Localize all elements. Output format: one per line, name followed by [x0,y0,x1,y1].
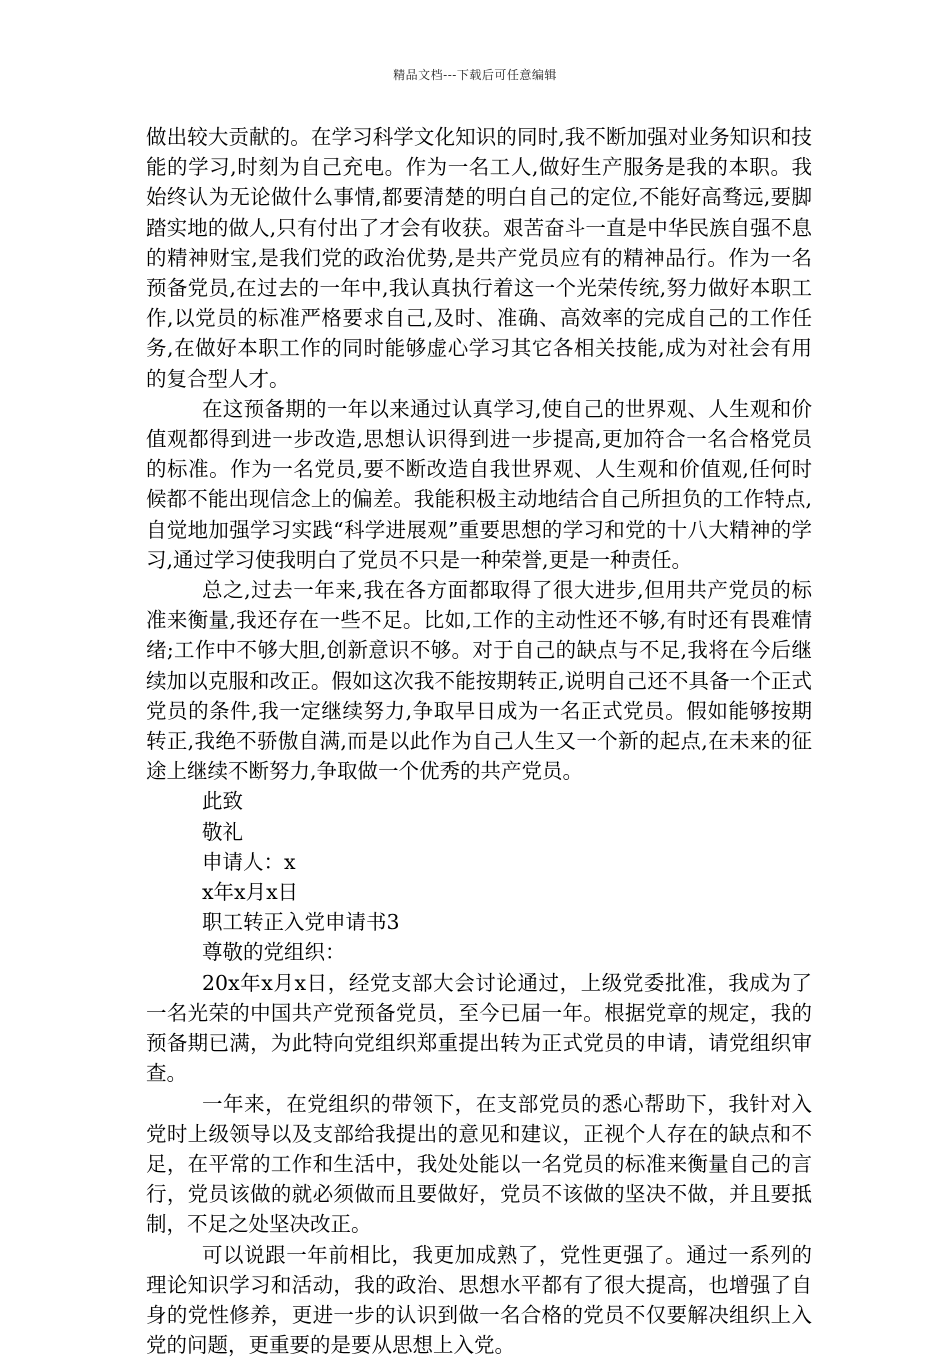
paragraph-6: 可以说跟一年前相比，我更加成熟了，党性更强了。通过一系列的理论知识学习和活动，我的政治、思想水平都有了很大提高，也增强了自身的党性修养，更进一步的认识到做一名合格的党员不仅要解决组织上入党的问题，更重要的是要从思想上入党。 [146,1242,812,1358]
paragraph-5: 一年来，在党组织的带领下，在支部党员的悉心帮助下，我针对入党时上级领导以及支部给我提出的意见和建议，正视个人存在的缺点和不足，在平常的工作和生活中，我处处能以一名党员的标准来衡量自己的言行，党员该做的就必须做而且要做好，党员不该做的坚决不做，并且要抵制，不足之处坚决改正。 [146,1091,812,1237]
paragraph-4: 20x年x月x日，经党支部大会讨论通过，上级党委批准，我成为了一名光荣的中国共产党预备党员，至今已届一年。根据党章的规定，我的预备期已满，为此特向党组织郑重提出转为正式党员的申请，请党组织审查。 [146,970,812,1086]
document-title: 职工转正入党申请书3 [202,910,400,935]
page-header: 精品文档---下载后可任意编辑 [393,68,557,82]
paragraph-2: 在这预备期的一年以来通过认真学习,使自己的世界观、人生观和价值观都得到进一步改造,思想认识得到进一步提高,更加符合一名合格党员的标准。作为一名党员,要不断改造自我世界观、人生观和价值观,任何时候都不能出现信念上的偏差。我能积极主动地结合自己所担负的工作特点,自觉地加强学习实践“科学进展观”重要思想的学习和党的十八大精神的学习,通过学习使我明白了党员不只是一种荣誉,更是一种责任。 [146,396,812,572]
paragraph-3: 总之,过去一年来,我在各方面都取得了很大进步,但用共产党员的标准来衡量,我还存在一些不足。比如,工作的主动性还不够,有时还有畏难情绪;工作中不够大胆,创新意识不够。对于自己的缺点与不足,我将在今后继续加以克服和改正。假如这次我不能按期转正,说明自己还不具备一个正式党员的条件,我一定继续努力,争取早日成为一名正式党员。假如能够按期转正,我绝不骄傲自满,而是以此作为自己人生又一个新的起点,在未来的征途上继续不断努力,争取做一个优秀的共产党员。 [146,578,812,784]
paragraph-1: 做出较大贡献的。在学习科学文化知识的同时,我不断加强对业务知识和技能的学习,时刻为自己充电。作为一名工人,做好生产服务是我的本职。我始终认为无论做什么事情,都要清楚的明白自己的定位,不能好高骛远,要脚踏实地的做人,只有付出了才会有收获。艰苦奋斗一直是中华民族自强不息的精神财宝,是我们党的政治优势,是共产党员应有的精神品行。作为一名预备党员,在过去的一年中,我认真执行着这一个光荣传统,努力做好本职工作,以党员的标准严格要求自己,及时、准确、高效率的完成自己的工作任务,在做好本职工作的同时能够虚心学习其它各相关技能,成为对社会有用的复合型人才。 [146,125,812,391]
date-line: x年x月x日 [202,880,299,905]
applicant-line: 申请人：x [202,849,296,874]
closing-cizhi: 此致 [202,789,243,814]
closing-jingli: 敬礼 [202,819,243,844]
salutation: 尊敬的党组织： [202,940,346,965]
document-body [146,122,812,1360]
